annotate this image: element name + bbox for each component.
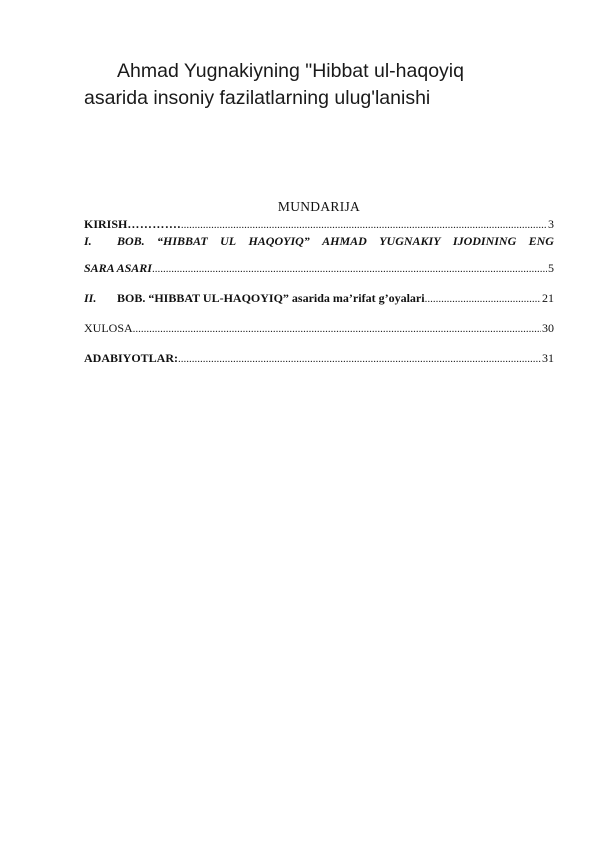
- toc-dot-leader: [181, 217, 547, 233]
- toc-entry-adabiyotlar[interactable]: [84, 350, 554, 367]
- toc-dot-leader: [178, 351, 541, 367]
- toc-entry-chapter-1-continued[interactable]: [84, 260, 554, 277]
- toc-chapter-title: BOB. “HIBBAT UL-HAQOYIQ” asarida ma’rifat g’oyalari: [117, 291, 425, 305]
- toc-chapter-word: UL: [220, 234, 237, 248]
- toc-entry-label: KIRISH: [84, 217, 128, 231]
- document-title: [84, 58, 554, 112]
- toc-dot-leader: [133, 321, 541, 337]
- toc-page-number: 21: [542, 291, 554, 305]
- toc-chapter-word: IJODINING: [452, 234, 517, 248]
- toc-chapter-number: II.: [84, 291, 97, 305]
- toc-entry-kirish[interactable]: [84, 216, 554, 233]
- toc-page-number: 5: [548, 261, 554, 275]
- toc-entry-xulosa[interactable]: [84, 320, 554, 337]
- title-line-2: asarida insoniy fazilatlarning ulug'lanishi: [84, 87, 431, 109]
- toc-heading: MUNDARIJA: [277, 199, 361, 214]
- toc-page-number: 30: [542, 321, 554, 335]
- toc-chapter-number: I. BOB.: [84, 234, 145, 248]
- toc-entry-label: XULOSA: [84, 321, 133, 335]
- toc-page-number: 3: [548, 217, 554, 231]
- toc-chapter-word: HAQOYIQ”: [248, 234, 310, 248]
- title-line-1: Ahmad Yugnakiyning "Hibbat ul-haqoyiq: [117, 60, 464, 82]
- toc-entry-chapter-1[interactable]: [84, 233, 554, 250]
- toc-entry-label: [84, 290, 425, 307]
- table-of-contents: [84, 216, 554, 367]
- toc-chapter-word: YUGNAKIY: [379, 234, 441, 248]
- toc-chapter-word: AHMAD: [322, 234, 367, 248]
- toc-entry-chapter-2[interactable]: [84, 290, 554, 307]
- toc-dot-leader: [152, 261, 547, 277]
- toc-entry-label: SARA ASARI: [84, 261, 152, 275]
- toc-entry-leader: ………….: [127, 217, 181, 231]
- toc-dot-leader: [425, 291, 541, 307]
- toc-chapter-word: ENG: [528, 234, 554, 248]
- toc-chapter-word: “HIBBAT: [157, 234, 208, 248]
- toc-entry-label: ADABIYOTLAR:: [84, 351, 179, 365]
- toc-page-number: 31: [542, 351, 554, 365]
